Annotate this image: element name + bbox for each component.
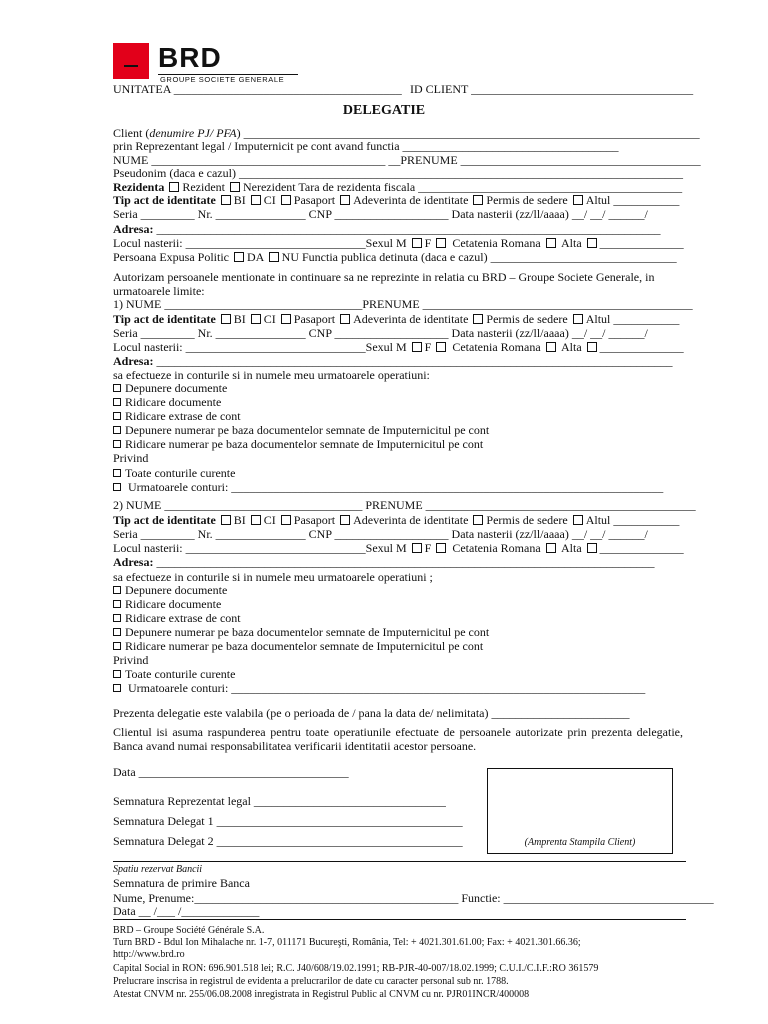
pep-da-checkbox[interactable]	[234, 252, 244, 262]
d1-adresa-label: Adresa:	[113, 354, 154, 368]
d2-op-label: Ridicare documente	[125, 597, 222, 611]
d2-adeverinta-label: Adeverinta de identitate	[353, 513, 469, 527]
sex-f-checkbox[interactable]	[436, 238, 446, 248]
d2-privind: Privind	[113, 653, 149, 667]
d1-sex-f-label: F	[424, 340, 432, 354]
d1-op-item[interactable]	[113, 423, 489, 437]
brd-logo-subtitle: GROUPE SOCIETE GENERALE	[160, 75, 285, 84]
adresa-line: ____________________________________________________________________________________	[156, 222, 661, 236]
sex-f-label: F	[424, 236, 432, 250]
d1-permis-label: Permis de sedere	[486, 312, 568, 326]
nume-prenume-field[interactable]: NUME _______________________________________ __PRENUME ________________________________________	[113, 153, 701, 167]
d1-altul-line[interactable]: ___________	[613, 312, 680, 326]
d1-adeverinta-checkbox[interactable]	[340, 314, 350, 324]
d2-op-item[interactable]	[113, 639, 483, 653]
d1-op-checkbox[interactable]	[113, 440, 121, 448]
d2-alta-checkbox[interactable]	[587, 543, 597, 553]
d1-op-label: Ridicare extrase de cont	[125, 409, 241, 423]
nerezident-label: Nerezident Tara de rezidenta fiscala ____________________________________________	[242, 180, 683, 194]
client-label: Client (	[113, 126, 150, 140]
d1-altul-checkbox[interactable]	[573, 314, 583, 324]
responsibility-text: Clientul isi asuma raspunderea pentru toate operatiunile efectuate de persoanele autorizate prin prezenta delegatie, Banca avand numai responsabilitatea verificarii identitatii acestor persoane.	[113, 725, 683, 753]
d1-urmatoarele-label: Urmatoarele conturi: ________________________________________________________________________	[125, 480, 664, 494]
d1-sex-m-checkbox[interactable]	[412, 342, 422, 352]
d2-ci-label: CI	[263, 513, 276, 527]
semnatura-delegat-1-field[interactable]: Semnatura Delegat 1 _________________________________________	[113, 814, 463, 828]
autorizam-line-1: Autorizam persoanele mentionate in continuare sa ne reprezinte in relatia cu BRD – Groupe Societe Generale, in	[113, 270, 655, 284]
d1-op-label: Depunere documente	[125, 381, 228, 395]
d2-op-checkbox[interactable]	[113, 628, 121, 636]
d2-bi-checkbox[interactable]	[221, 515, 231, 525]
altul-label: Altul	[585, 193, 611, 207]
footer-cnvm: Atestat CNVM nr. 255/06.08.2008 inregistrata in Registrul Public al CNVM cu nr. PJR01INCR/400008	[113, 989, 530, 1000]
footer-company: BRD – Groupe Société Générale S.A.	[113, 925, 265, 936]
d1-ops-intro: sa efectueze in conturile si in numele meu urmatoarele operatiuni:	[113, 368, 430, 382]
d2-urmatoarele-label: Urmatoarele conturi: _____________________________________________________________________	[125, 681, 646, 695]
cetatenia-checkbox[interactable]	[546, 238, 556, 248]
d1-cetatenia-checkbox[interactable]	[546, 342, 556, 352]
d2-permis-label: Permis de sedere	[486, 513, 568, 527]
permis-checkbox[interactable]	[473, 195, 483, 205]
d2-op-item[interactable]	[113, 597, 221, 611]
d2-bi-label: BI	[233, 513, 246, 527]
tip-act-label: Tip act de identitate	[113, 193, 216, 207]
divider	[113, 919, 686, 920]
d2-adresa-row[interactable]	[113, 555, 654, 569]
semnatura-reprezentant-field[interactable]: Semnatura Reprezentat legal ________________________________	[113, 794, 446, 808]
d2-adeverinta-checkbox[interactable]	[340, 515, 350, 525]
pseudonim-field[interactable]: Pseudonim (daca e cazul) __________________________________________________________________________	[113, 166, 683, 180]
d1-nume-field[interactable]: 1) NUME _________________________________PRENUME _____________________________________________	[113, 297, 693, 311]
pep-nu-checkbox[interactable]	[269, 252, 279, 262]
d2-nume-field[interactable]: 2) NUME _________________________________ PRENUME _____________________________________________	[113, 498, 696, 512]
d2-cetatenia-checkbox[interactable]	[546, 543, 556, 553]
d1-adresa-line: ______________________________________________________________________________________	[156, 354, 673, 368]
d2-adresa-label: Adresa:	[113, 555, 154, 569]
d2-locul-row	[113, 541, 684, 555]
d2-toate-item[interactable]	[113, 667, 235, 681]
d1-op-checkbox[interactable]	[113, 426, 121, 434]
d2-seria-row[interactable]: Seria _________ Nr. _______________ CNP ___________________ Data nasterii (zz/ll/aaaa) __/ __/ ______/	[113, 527, 648, 541]
d1-tip-act-row	[113, 312, 679, 326]
rezidenta-row	[113, 180, 682, 194]
client-field[interactable]	[113, 126, 700, 140]
bank-reserved-label: Spatiu rezervat Bancii	[113, 864, 203, 875]
rezidenta-label: Rezidenta	[113, 180, 165, 194]
client-label-italic: denumire PJ/ PFA	[149, 126, 237, 140]
d2-alta-line[interactable]: ______________	[599, 541, 684, 555]
d2-urmatoarele-checkbox[interactable]	[113, 684, 121, 692]
d2-op-label: Ridicare extrase de cont	[125, 611, 241, 625]
d1-permis-checkbox[interactable]	[473, 314, 483, 324]
ci-label: CI	[263, 193, 276, 207]
d1-bi-label: BI	[233, 312, 246, 326]
d2-ops-intro: sa efectueze in conturile si in numele meu urmatoarele operatiuni ;	[113, 570, 433, 584]
d2-op-label: Depunere numerar pe baza documentelor semnate de Imputernicitul pe cont	[125, 625, 490, 639]
d1-op-checkbox[interactable]	[113, 384, 121, 392]
permis-label: Permis de sedere	[486, 193, 568, 207]
brd-logo-text: BRD	[158, 42, 222, 73]
d2-altul-checkbox[interactable]	[573, 515, 583, 525]
d2-ci-checkbox[interactable]	[251, 515, 261, 525]
d1-cetatenia-label: Cetatenia Romana	[452, 340, 541, 354]
cetatenia-label: Cetatenia Romana	[452, 236, 541, 250]
logo-bar	[124, 65, 138, 67]
nerezident-checkbox[interactable]	[230, 182, 240, 192]
d1-op-label: Depunere numerar pe baza documentelor semnate de Imputernicitul pe cont	[125, 423, 490, 437]
locul-row	[113, 236, 684, 250]
rezident-checkbox[interactable]	[169, 182, 179, 192]
d1-op-item[interactable]	[113, 437, 483, 451]
adresa-label: Adresa:	[113, 222, 154, 236]
page-title: DELEGATIE	[342, 103, 426, 118]
ci-checkbox[interactable]	[251, 195, 261, 205]
adresa-row[interactable]	[113, 222, 660, 236]
unitatea-field[interactable]: UNITATEA ______________________________________	[113, 82, 402, 96]
d1-adeverinta-label: Adeverinta de identitate	[353, 312, 469, 326]
locul-label: Locul nasterii: ______________________________Sexul M	[113, 236, 407, 250]
autorizam-line-2: urmatoarele limite:	[113, 284, 205, 298]
d1-bi-checkbox[interactable]	[221, 314, 231, 324]
d2-pasaport-label: Pasaport	[293, 513, 336, 527]
d1-ci-checkbox[interactable]	[251, 314, 261, 324]
d1-alta-line[interactable]: ______________	[599, 340, 684, 354]
d2-toate-checkbox[interactable]	[113, 670, 121, 678]
d1-toate-item[interactable]	[113, 466, 235, 480]
footer-address: Turn BRD - Bdul Ion Mihalache nr. 1-7, 011171 Bucureşti, România, Tel: + 4021.301.61.00; Fax: + 4021.301.66.36;	[113, 937, 581, 948]
pep-label: Persoana Expusa Politic	[113, 250, 229, 264]
d1-toate-checkbox[interactable]	[113, 469, 121, 477]
seria-row[interactable]: Seria _________ Nr. _______________ CNP ___________________ Data nasterii (zz/ll/aaaa) __/ __/ ______/	[113, 207, 648, 221]
pep-row	[113, 250, 677, 264]
d1-altul-label: Altul	[585, 312, 611, 326]
d2-sex-f-checkbox[interactable]	[436, 543, 446, 553]
d2-sex-m-checkbox[interactable]	[412, 543, 422, 553]
bank-signature-label: Semnatura de primire Banca	[113, 876, 250, 890]
sex-m-checkbox[interactable]	[412, 238, 422, 248]
pasaport-label: Pasaport	[293, 193, 336, 207]
d2-sex-f-label: F	[424, 541, 432, 555]
d1-ci-label: CI	[263, 312, 276, 326]
d2-pasaport-checkbox[interactable]	[281, 515, 291, 525]
d1-op-checkbox[interactable]	[113, 398, 121, 406]
d2-urmatoarele-item[interactable]	[113, 681, 645, 695]
pep-nu-line: NU Functia publica detinuta (daca e cazul) _______________________________	[281, 250, 677, 264]
brd-logo-mark	[113, 43, 149, 79]
d1-adresa-row[interactable]	[113, 354, 672, 368]
d1-sex-f-checkbox[interactable]	[436, 342, 446, 352]
tip-act-row	[113, 193, 679, 207]
d2-altul-label: Altul	[585, 513, 611, 527]
bi-label: BI	[233, 193, 246, 207]
adeverinta-checkbox[interactable]	[340, 195, 350, 205]
d2-op-item[interactable]	[113, 583, 227, 597]
pasaport-checkbox[interactable]	[281, 195, 291, 205]
d2-altul-line[interactable]: ___________	[613, 513, 680, 527]
d1-pasaport-label: Pasaport	[293, 312, 336, 326]
d1-tip-act-label: Tip act de identitate	[113, 312, 216, 326]
d1-locul-label: Locul nasterii: ______________________________Sexul M	[113, 340, 407, 354]
d2-adresa-line: ___________________________________________________________________________________	[156, 555, 655, 569]
bi-checkbox[interactable]	[221, 195, 231, 205]
d2-op-label: Depunere documente	[125, 583, 228, 597]
d1-toate-label: Toate conturile curente	[125, 466, 236, 480]
d2-op-checkbox[interactable]	[113, 586, 121, 594]
d2-tip-act-label: Tip act de identitate	[113, 513, 216, 527]
date-field[interactable]: Data ___________________________________	[113, 765, 349, 779]
d2-op-checkbox[interactable]	[113, 600, 121, 608]
reprezentant-field[interactable]: prin Reprezentant legal / Imputernicit pe cont avand functia ____________________________________	[113, 139, 619, 153]
alta-line[interactable]: ______________	[599, 236, 684, 250]
d2-permis-checkbox[interactable]	[473, 515, 483, 525]
client-line: ) ____________________________________________________________________________	[236, 126, 700, 140]
id-client-field[interactable]: ID CLIENT _____________________________________	[410, 82, 694, 96]
d2-toate-label: Toate conturile curente	[125, 667, 236, 681]
d1-alta-label: Alta	[561, 340, 582, 354]
d2-op-checkbox[interactable]	[113, 614, 121, 622]
d2-tip-act-row	[113, 513, 679, 527]
validity-field[interactable]: Prezenta delegatie este valabila (pe o perioada de / pana la data de/ nelimitata) _______________________	[113, 706, 630, 720]
bank-name-function-field[interactable]: Nume, Prenume:____________________________________________ Functie: ___________________________________	[113, 891, 714, 905]
stamp-box[interactable]	[487, 768, 673, 854]
d2-op-label: Ridicare numerar pe baza documentelor semnate de Imputernicitul pe cont	[125, 639, 484, 653]
d1-op-item[interactable]	[113, 395, 221, 409]
d1-op-label: Ridicare documente	[125, 395, 222, 409]
alta-label: Alta	[561, 236, 582, 250]
d1-alta-checkbox[interactable]	[587, 342, 597, 352]
d1-op-item[interactable]	[113, 381, 227, 395]
altul-checkbox[interactable]	[573, 195, 583, 205]
d2-locul-label: Locul nasterii: ______________________________Sexul M	[113, 541, 407, 555]
d2-cetatenia-label: Cetatenia Romana	[452, 541, 541, 555]
rezident-label: Rezident	[182, 180, 225, 194]
alta-checkbox[interactable]	[587, 238, 597, 248]
d1-pasaport-checkbox[interactable]	[281, 314, 291, 324]
d1-urmatoarele-item[interactable]	[113, 480, 663, 494]
footer-data-registry: Prelucrare inscrisa in registrul de evidenta a prelucrarilor de date cu caracter personal sub nr. 1788.	[113, 976, 509, 987]
d2-op-item[interactable]	[113, 625, 489, 639]
d2-alta-label: Alta	[561, 541, 582, 555]
semnatura-delegat-2-field[interactable]: Semnatura Delegat 2 _________________________________________	[113, 834, 463, 848]
pep-da-label: DA	[246, 250, 264, 264]
d1-urmatoarele-checkbox[interactable]	[113, 483, 121, 491]
footer-capital: Capital Social in RON: 696.901.518 lei; R.C. J40/608/19.02.1991; RB-PJR-40-007/18.02.1999; C.U.I./C.I.F.:RO 361579	[113, 963, 599, 974]
d1-seria-row[interactable]: Seria _________ Nr. _______________ CNP ___________________ Data nasterii (zz/ll/aaaa) __/ __/ ______/	[113, 326, 648, 340]
d1-op-checkbox[interactable]	[113, 412, 121, 420]
d1-locul-row	[113, 340, 684, 354]
altul-line[interactable]: ___________	[613, 193, 680, 207]
d1-op-item[interactable]	[113, 409, 241, 423]
adeverinta-label: Adeverinta de identitate	[353, 193, 469, 207]
d2-op-checkbox[interactable]	[113, 642, 121, 650]
d1-op-label: Ridicare numerar pe baza documentelor semnate de Imputernicitul pe cont	[125, 437, 484, 451]
bank-date-field[interactable]: Data __ /___ /_____________	[113, 904, 260, 918]
divider	[113, 861, 686, 862]
d1-privind: Privind	[113, 451, 149, 465]
stamp-label: (Amprenta Stampila Client)	[524, 837, 636, 848]
footer-website[interactable]: http://www.brd.ro	[113, 949, 185, 960]
d2-op-item[interactable]	[113, 611, 241, 625]
